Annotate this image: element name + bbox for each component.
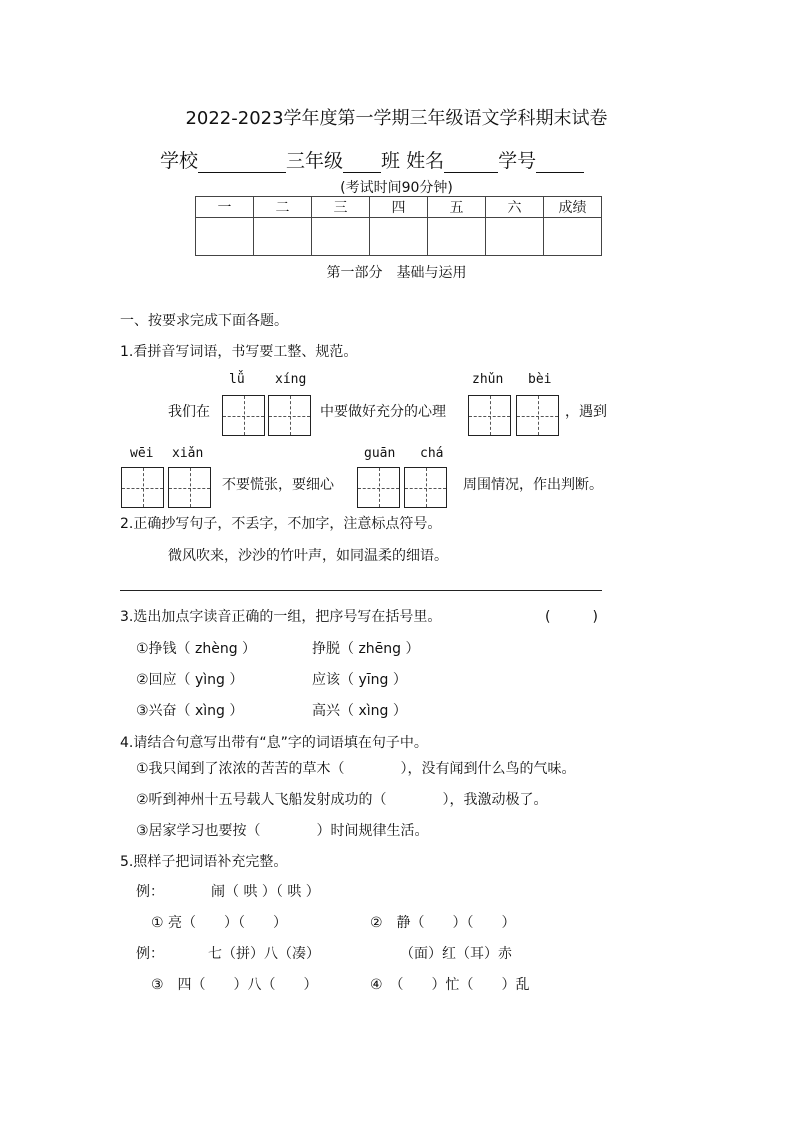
- q5-example-label-1: 例：: [136, 884, 164, 900]
- q5-item-2: ② 静（ ）（ ）: [370, 915, 516, 931]
- pinyin-zhun: zhǔn: [472, 372, 504, 387]
- score-header-cell: 一: [196, 197, 254, 218]
- section1-title: 一、按要求完成下面各题。: [120, 313, 288, 329]
- score-entry-cell[interactable]: [312, 218, 370, 256]
- q3-option-3a: ③兴奋（ xìng ）: [136, 703, 244, 719]
- page-title: 2022-2023学年度第一学期三年级语文学科期末试卷: [185, 108, 608, 129]
- q3-option-2a: ②回应（ yìng ）: [136, 672, 244, 688]
- pinyin-xing: xíng: [275, 372, 307, 387]
- q4-item-1: ①我只闻到了浓浓的苦苦的草木（ ），没有闻到什么鸟的气味。: [136, 761, 576, 777]
- q1-title: 1.看拼音写词语，书写要工整、规范。: [120, 344, 358, 360]
- writing-grid-box[interactable]: [404, 467, 447, 508]
- score-header-cell: 成绩: [544, 197, 602, 218]
- score-table: [195, 196, 602, 256]
- score-header-cell: 六: [486, 197, 544, 218]
- score-header-cell: 三: [312, 197, 370, 218]
- writing-grid-box[interactable]: [121, 467, 164, 508]
- q5-item-3: ③ 四（ ）八（ ）: [151, 977, 318, 993]
- id-label: 学号: [498, 150, 537, 172]
- q1-text-e: 周围情况，作出判断。: [463, 477, 603, 493]
- time-note: (考试时间90分钟): [340, 180, 453, 196]
- writing-grid-box[interactable]: [222, 395, 265, 436]
- q3-option-1b: 挣脱（ zhēng ）: [312, 641, 420, 657]
- score-entry-cell[interactable]: [486, 218, 544, 256]
- class-blank[interactable]: [343, 154, 381, 173]
- score-table-header-row: [196, 197, 602, 218]
- q5-example-2a: 七（拼）八（凑）: [208, 946, 320, 962]
- q4-item-3: ③居家学习也要按（ ）时间规律生活。: [136, 823, 429, 839]
- q2-title: 2.正确抄写句子，不丢字，不加字，注意标点符号。: [120, 516, 442, 532]
- pinyin-lv: lǚ: [229, 372, 245, 387]
- q5-item-1: ① 亮（ ）（ ）: [151, 915, 288, 931]
- name-blank[interactable]: [444, 154, 498, 173]
- pinyin-cha: chá: [420, 446, 444, 461]
- q1-text-c: ，遇到: [565, 404, 607, 420]
- q3-option-3b: 高兴（ xìng ）: [312, 703, 407, 719]
- q5-example-1: 闹（ 哄 ）（ 哄 ）: [211, 884, 320, 900]
- writing-grid-box[interactable]: [468, 395, 511, 436]
- pinyin-bei: bèi: [528, 372, 552, 387]
- writing-grid-box[interactable]: [516, 395, 559, 436]
- writing-grid-box[interactable]: [268, 395, 311, 436]
- score-entry-cell[interactable]: [544, 218, 602, 256]
- copy-answer-line[interactable]: [120, 590, 602, 591]
- q5-example-2b: （面）红（耳）赤: [400, 946, 512, 962]
- q4-item-2: ②听到神州十五号载人飞船发射成功的（ ），我激动极了。: [136, 792, 548, 808]
- pinyin-xian: xiǎn: [172, 446, 204, 461]
- pinyin-wei: wēi: [130, 446, 154, 461]
- writing-grid-box[interactable]: [357, 467, 400, 508]
- score-header-cell: 四: [370, 197, 428, 218]
- score-entry-cell[interactable]: [254, 218, 312, 256]
- score-table-entry-row: [196, 218, 602, 256]
- q3-option-1a: ①挣钱（ zhèng ）: [136, 641, 257, 657]
- score-header-cell: 五: [428, 197, 486, 218]
- id-blank[interactable]: [536, 154, 584, 173]
- q2-sentence: 微风吹来，沙沙的竹叶声，如同温柔的细语。: [168, 548, 448, 564]
- score-entry-cell[interactable]: [428, 218, 486, 256]
- q1-text-a: 我们在: [168, 404, 210, 420]
- q5-title: 5.照样子把词语补充完整。: [120, 854, 288, 870]
- q1-text-b: 中要做好充分的心理: [320, 404, 446, 420]
- q4-title: 4.请结合句意写出带有“息”字的词语填在句子中。: [120, 735, 428, 751]
- class-label: 班: [381, 150, 401, 172]
- writing-grid-box[interactable]: [168, 467, 211, 508]
- pinyin-guan: guān: [364, 446, 396, 461]
- school-label: 学校: [160, 150, 199, 172]
- score-entry-cell[interactable]: [370, 218, 428, 256]
- student-info-line: [160, 146, 584, 173]
- school-blank[interactable]: [198, 154, 286, 173]
- name-label: 姓名: [406, 150, 445, 172]
- q5-item-4: ④ （ ）忙（ ）乱: [370, 977, 530, 993]
- q1-text-d: 不要慌张，要细心: [222, 477, 334, 493]
- part-title: 第一部分 基础与运用: [326, 265, 467, 281]
- grade-label: 三年级: [286, 150, 344, 172]
- q3-answer-paren[interactable]: ( ): [545, 609, 598, 625]
- q5-example-label-2: 例：: [136, 946, 164, 962]
- q3-option-2b: 应该（ yīng ）: [312, 672, 407, 688]
- q3-title: 3.选出加点字读音正确的一组，把序号写在括号里。: [120, 609, 442, 625]
- score-entry-cell[interactable]: [196, 218, 254, 256]
- score-header-cell: 二: [254, 197, 312, 218]
